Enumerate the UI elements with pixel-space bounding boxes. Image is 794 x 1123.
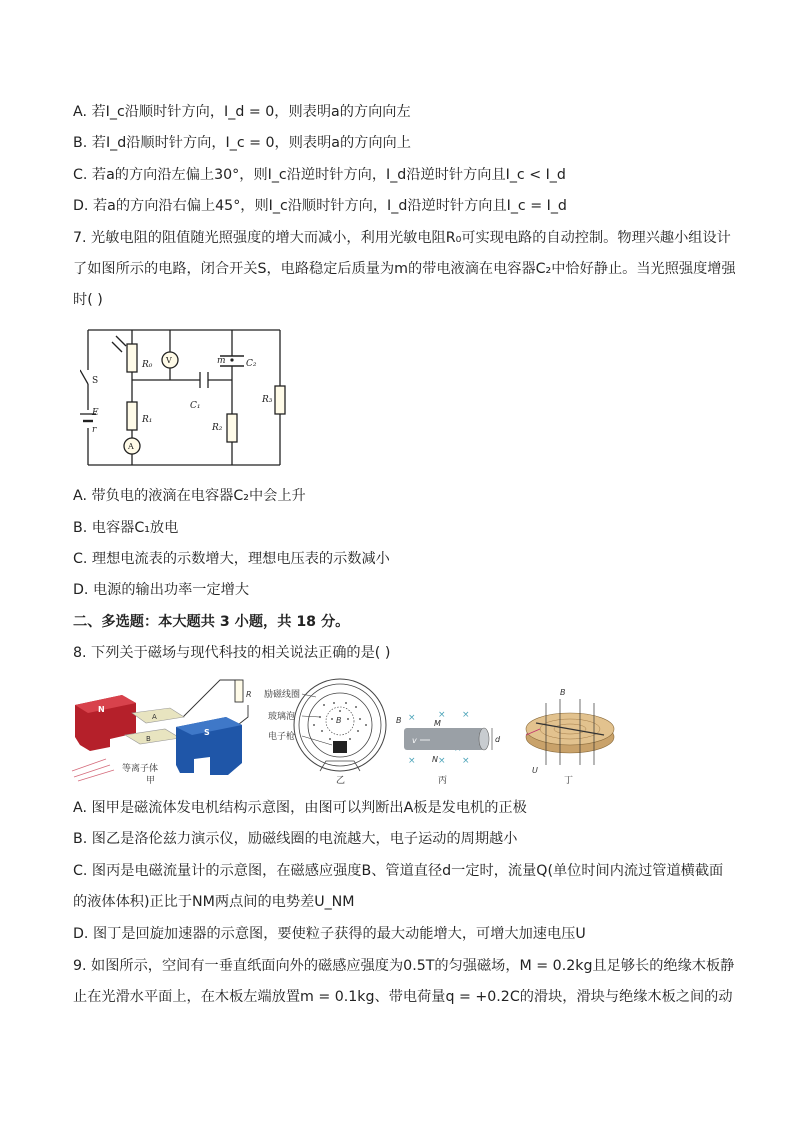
- svg-text:×: ×: [438, 756, 446, 766]
- section-multiple-choice: 二、多选题：本大题共 3 小题，共 18 分。: [73, 614, 350, 630]
- q8-option-b: B. 图乙是洛伦兹力演示仪，励磁线圈的电流越大，电子运动的周期越小: [73, 831, 518, 847]
- label-point-n: N: [432, 755, 438, 764]
- q7-option-c: C. 理想电流表的示数增大，理想电压表的示数减小: [73, 551, 390, 567]
- q6-option-c: C. 若a的方向沿左偏上30°，则I_c沿逆时针方向，I_d沿逆时针方向且I_c < I_d: [73, 167, 566, 183]
- label-diameter: d: [495, 735, 501, 744]
- label-bulb: 玻璃泡: [268, 712, 296, 722]
- q7-option-a: A. 带负电的液滴在电容器C₂中会上升: [73, 488, 306, 504]
- svg-text:×: ×: [462, 756, 470, 766]
- label-r1: R₁: [142, 415, 153, 425]
- figure-yi: [264, 679, 386, 786]
- q8-option-d: D. 图丁是回旋加速器的示意图，要使粒子获得的最大动能增大，可增大加速电压U: [73, 926, 586, 942]
- label-r3: R₃: [262, 395, 273, 405]
- q7-stem-line3: 时( ): [73, 292, 103, 308]
- label-gun: 电子枪: [268, 732, 296, 742]
- label-c2: C₂: [246, 359, 257, 369]
- caption-yi: 乙: [336, 776, 346, 786]
- figure-ding: [526, 688, 614, 786]
- q9-stem-line2: 止在光滑水平面上，在木板左端放置m = 0.1kg、带电荷量q = +0.2C的滑块，滑块与绝缘木板之间的动: [73, 989, 733, 1005]
- svg-text:×: ×: [408, 756, 416, 766]
- q6-option-a: A. 若I_c沿顺时针方向，I_d = 0，则表明a的方向向左: [73, 104, 411, 120]
- figure-bing: [396, 710, 501, 786]
- label-emf: E: [92, 408, 99, 418]
- svg-text:×: ×: [462, 710, 470, 720]
- label-r2: R₂: [212, 423, 223, 433]
- q7-option-b: B. 电容器C₁放电: [73, 520, 179, 536]
- caption-jia: 甲: [146, 776, 156, 786]
- label-voltmeter: V: [166, 356, 172, 365]
- caption-bing: 丙: [438, 776, 448, 786]
- label-plasma: 等离子体: [122, 764, 159, 774]
- label-mass: m: [217, 356, 226, 366]
- label-plate-b: B: [146, 735, 151, 743]
- q8-option-c-line1: C. 图丙是电磁流量计的示意图，在磁感应强度B、管道直径d一定时，流量Q(单位时间内流过管道横截面: [73, 863, 724, 879]
- q9-stem-line1: 9. 如图所示，空间有一垂直纸面向外的磁感应强度为0.5T的匀强磁场，M = 0.2kg且足够长的绝缘木板静: [73, 958, 735, 974]
- figure-jia: [72, 680, 252, 786]
- label-plate-a: A: [152, 713, 157, 721]
- q7-stem-line1: 7. 光敏电阻的阻值随光照强度的增大而减小，利用光敏电阻R₀可实现电路的自动控制。物理兴趣小组设计: [73, 230, 731, 246]
- q8-option-c-line2: 的液体体积)正比于NM两点间的电势差U_NM: [73, 894, 355, 910]
- svg-text:×: ×: [438, 710, 446, 720]
- q6-option-d: D. 若a的方向沿右偏上45°，则I_c沿顺时针方向，I_d沿逆时针方向且I_c = I_d: [73, 198, 567, 214]
- q8-stem: 8. 下列关于磁场与现代科技的相关说法正确的是( ): [73, 645, 391, 661]
- label-ammeter: A: [128, 442, 134, 451]
- label-velocity: v: [412, 736, 417, 745]
- caption-ding: 丁: [564, 776, 574, 786]
- label-r0: R₀: [142, 360, 153, 370]
- label-field-b-yi: B: [336, 716, 342, 725]
- label-s-pole: S: [204, 728, 210, 737]
- svg-text:×: ×: [408, 713, 416, 723]
- label-field-b-ding: B: [560, 688, 566, 697]
- q7-stem-line2: 了如图所示的电路，闭合开关S，电路稳定后质量为m的带电液滴在电容器C₂中恰好静止。当光照强度增强: [73, 261, 736, 277]
- label-voltage-u: U: [532, 766, 538, 775]
- q6-option-b: B. 若I_d沿顺时针方向，I_c = 0，则表明a的方向向上: [73, 135, 411, 151]
- q7-option-d: D. 电源的输出功率一定增大: [73, 582, 250, 598]
- q8-figures: [70, 675, 630, 790]
- label-resistor-r: R: [246, 690, 252, 699]
- label-internal-r: r: [92, 425, 97, 435]
- label-c1: C₁: [190, 401, 201, 411]
- label-point-m: M: [434, 719, 441, 728]
- label-coil: 励磁线圈: [264, 690, 301, 700]
- q8-option-a: A. 图甲是磁流体发电机结构示意图，由图可以判断出A板是发电机的正极: [73, 800, 527, 816]
- q7-circuit-diagram: [80, 322, 295, 472]
- label-switch: S: [92, 376, 99, 386]
- label-field-b-bing: B: [396, 716, 402, 725]
- label-n-pole: N: [98, 705, 105, 714]
